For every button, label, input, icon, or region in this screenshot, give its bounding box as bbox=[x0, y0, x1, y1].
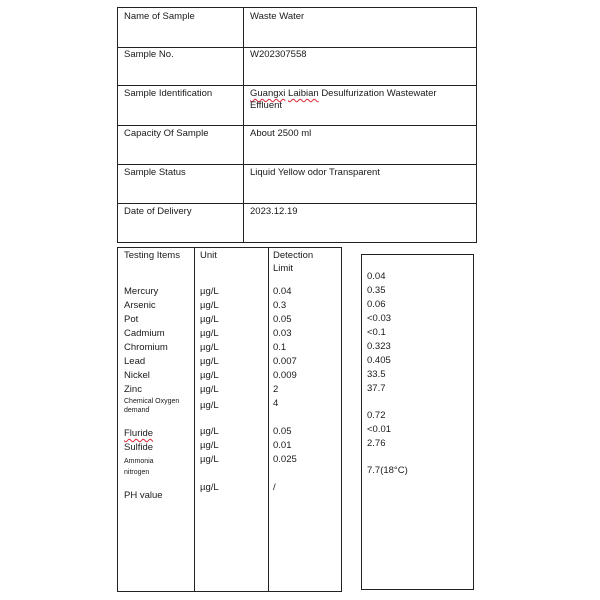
date-of-delivery-label: Date of Delivery bbox=[124, 206, 192, 217]
table-row-unit: µg/L bbox=[200, 300, 219, 311]
table-row-limit: / bbox=[273, 482, 276, 493]
table-row-limit: 0.007 bbox=[273, 356, 297, 367]
table-row-unit: µg/L bbox=[200, 454, 219, 465]
result-value: 0.04 bbox=[367, 271, 386, 282]
result-value: 2.76 bbox=[367, 438, 386, 449]
table-row-unit: µg/L bbox=[200, 400, 219, 411]
sample-id-word: Guangxi bbox=[250, 88, 286, 99]
sample-id-word: Desulfurization bbox=[321, 88, 385, 99]
table-row-unit: µg/L bbox=[200, 328, 219, 339]
table-row-limit: 0.01 bbox=[273, 440, 292, 451]
table-row-unit: µg/L bbox=[200, 370, 219, 381]
results-column bbox=[361, 254, 474, 590]
table-row-unit: µg/L bbox=[200, 426, 219, 437]
table-row-limit: 0.04 bbox=[273, 286, 292, 297]
result-value: 0.06 bbox=[367, 299, 386, 310]
row-divider bbox=[118, 164, 476, 165]
table-row-item: Cadmium bbox=[124, 328, 165, 339]
table-row-item: Ammonia bbox=[124, 458, 154, 465]
table-row-item: Mercury bbox=[124, 286, 159, 297]
result-value: 0.405 bbox=[367, 355, 391, 366]
capacity-of-sample-label: Capacity Of Sample bbox=[124, 128, 209, 139]
testing-items-table bbox=[117, 247, 342, 592]
sample-no-value: W202307558 bbox=[250, 49, 307, 60]
date-of-delivery-value: 2023.12.19 bbox=[250, 206, 298, 217]
table-row-limit: 2 bbox=[273, 384, 279, 395]
sample-status-label: Sample Status bbox=[124, 167, 186, 178]
table-row-item bbox=[124, 397, 179, 406]
header-testing-items: Testing Items bbox=[124, 250, 180, 261]
table-row-unit: µg/L bbox=[200, 482, 219, 493]
sample-identification-value-line2: Effluent bbox=[250, 100, 283, 111]
name-of-sample-label: Name of Sample bbox=[124, 11, 195, 22]
table-row-item: Nickel bbox=[124, 370, 150, 381]
result-value: 0.35 bbox=[367, 285, 386, 296]
column-divider bbox=[194, 248, 195, 591]
sample-status-value: Liquid Yellow odor Transparent bbox=[250, 167, 380, 178]
table-row-limit: 0.1 bbox=[273, 342, 287, 353]
capacity-of-sample-value: About 2500 ml bbox=[250, 128, 312, 139]
table-row-item: Chromium bbox=[124, 342, 168, 353]
table-row-limit: 0.025 bbox=[273, 454, 297, 465]
row-divider bbox=[118, 203, 476, 204]
sample-no-label: Sample No. bbox=[124, 49, 174, 60]
result-value: 7.7(18°C) bbox=[367, 465, 408, 476]
sample-id-word: Laibian bbox=[288, 88, 319, 99]
table-row-unit: µg/L bbox=[200, 342, 219, 353]
table-row-item: Arsenic bbox=[124, 300, 156, 311]
row-divider bbox=[118, 47, 476, 48]
header-unit: Unit bbox=[200, 250, 217, 261]
result-value: <0.1 bbox=[367, 327, 386, 338]
table-row-limit: 4 bbox=[273, 398, 279, 409]
table-row-item: Fluride bbox=[124, 428, 154, 439]
sample-identification-value bbox=[250, 88, 437, 100]
name-of-sample-value: Waste Water bbox=[250, 11, 305, 22]
sample-identification-label: Sample Identification bbox=[124, 88, 213, 99]
table-row-limit: 0.3 bbox=[273, 300, 287, 311]
table-row-limit: 0.05 bbox=[273, 426, 292, 437]
table-row-item: Lead bbox=[124, 356, 146, 367]
result-value: 0.323 bbox=[367, 341, 391, 352]
item-line: Chemical Oxygen bbox=[124, 398, 180, 405]
sample-id-word: Wastewater bbox=[386, 88, 437, 99]
table-row-limit: 0.05 bbox=[273, 314, 292, 325]
result-value: <0.01 bbox=[367, 424, 392, 435]
table-row-unit: µg/L bbox=[200, 286, 219, 297]
table-row-unit: µg/L bbox=[200, 440, 219, 451]
table-row-item: Pot bbox=[124, 314, 139, 325]
table-row-item: Zinc bbox=[124, 384, 142, 395]
table-row-limit: 0.03 bbox=[273, 328, 292, 339]
table-row-item-line2: demand bbox=[124, 407, 150, 414]
row-divider bbox=[118, 85, 476, 86]
sample-info-table bbox=[117, 7, 477, 243]
table-row-item: PH value bbox=[124, 490, 163, 501]
result-value: 37.7 bbox=[367, 383, 386, 394]
result-value: <0.03 bbox=[367, 313, 392, 324]
table-row-unit: µg/L bbox=[200, 314, 219, 325]
header-detection-limit-line2: Limit bbox=[273, 263, 294, 274]
result-value: 0.72 bbox=[367, 410, 386, 421]
row-divider bbox=[118, 125, 476, 126]
table-row-unit: µg/L bbox=[200, 356, 219, 367]
header-detection-limit: Detection bbox=[273, 250, 314, 261]
result-value: 33.5 bbox=[367, 369, 386, 380]
column-divider bbox=[268, 248, 269, 591]
table-row-limit: 0.009 bbox=[273, 370, 297, 381]
table-row-unit: µg/L bbox=[200, 384, 219, 395]
table-row-item-line2: nitrogen bbox=[124, 469, 150, 476]
table-row-item: Sulfide bbox=[124, 442, 154, 453]
